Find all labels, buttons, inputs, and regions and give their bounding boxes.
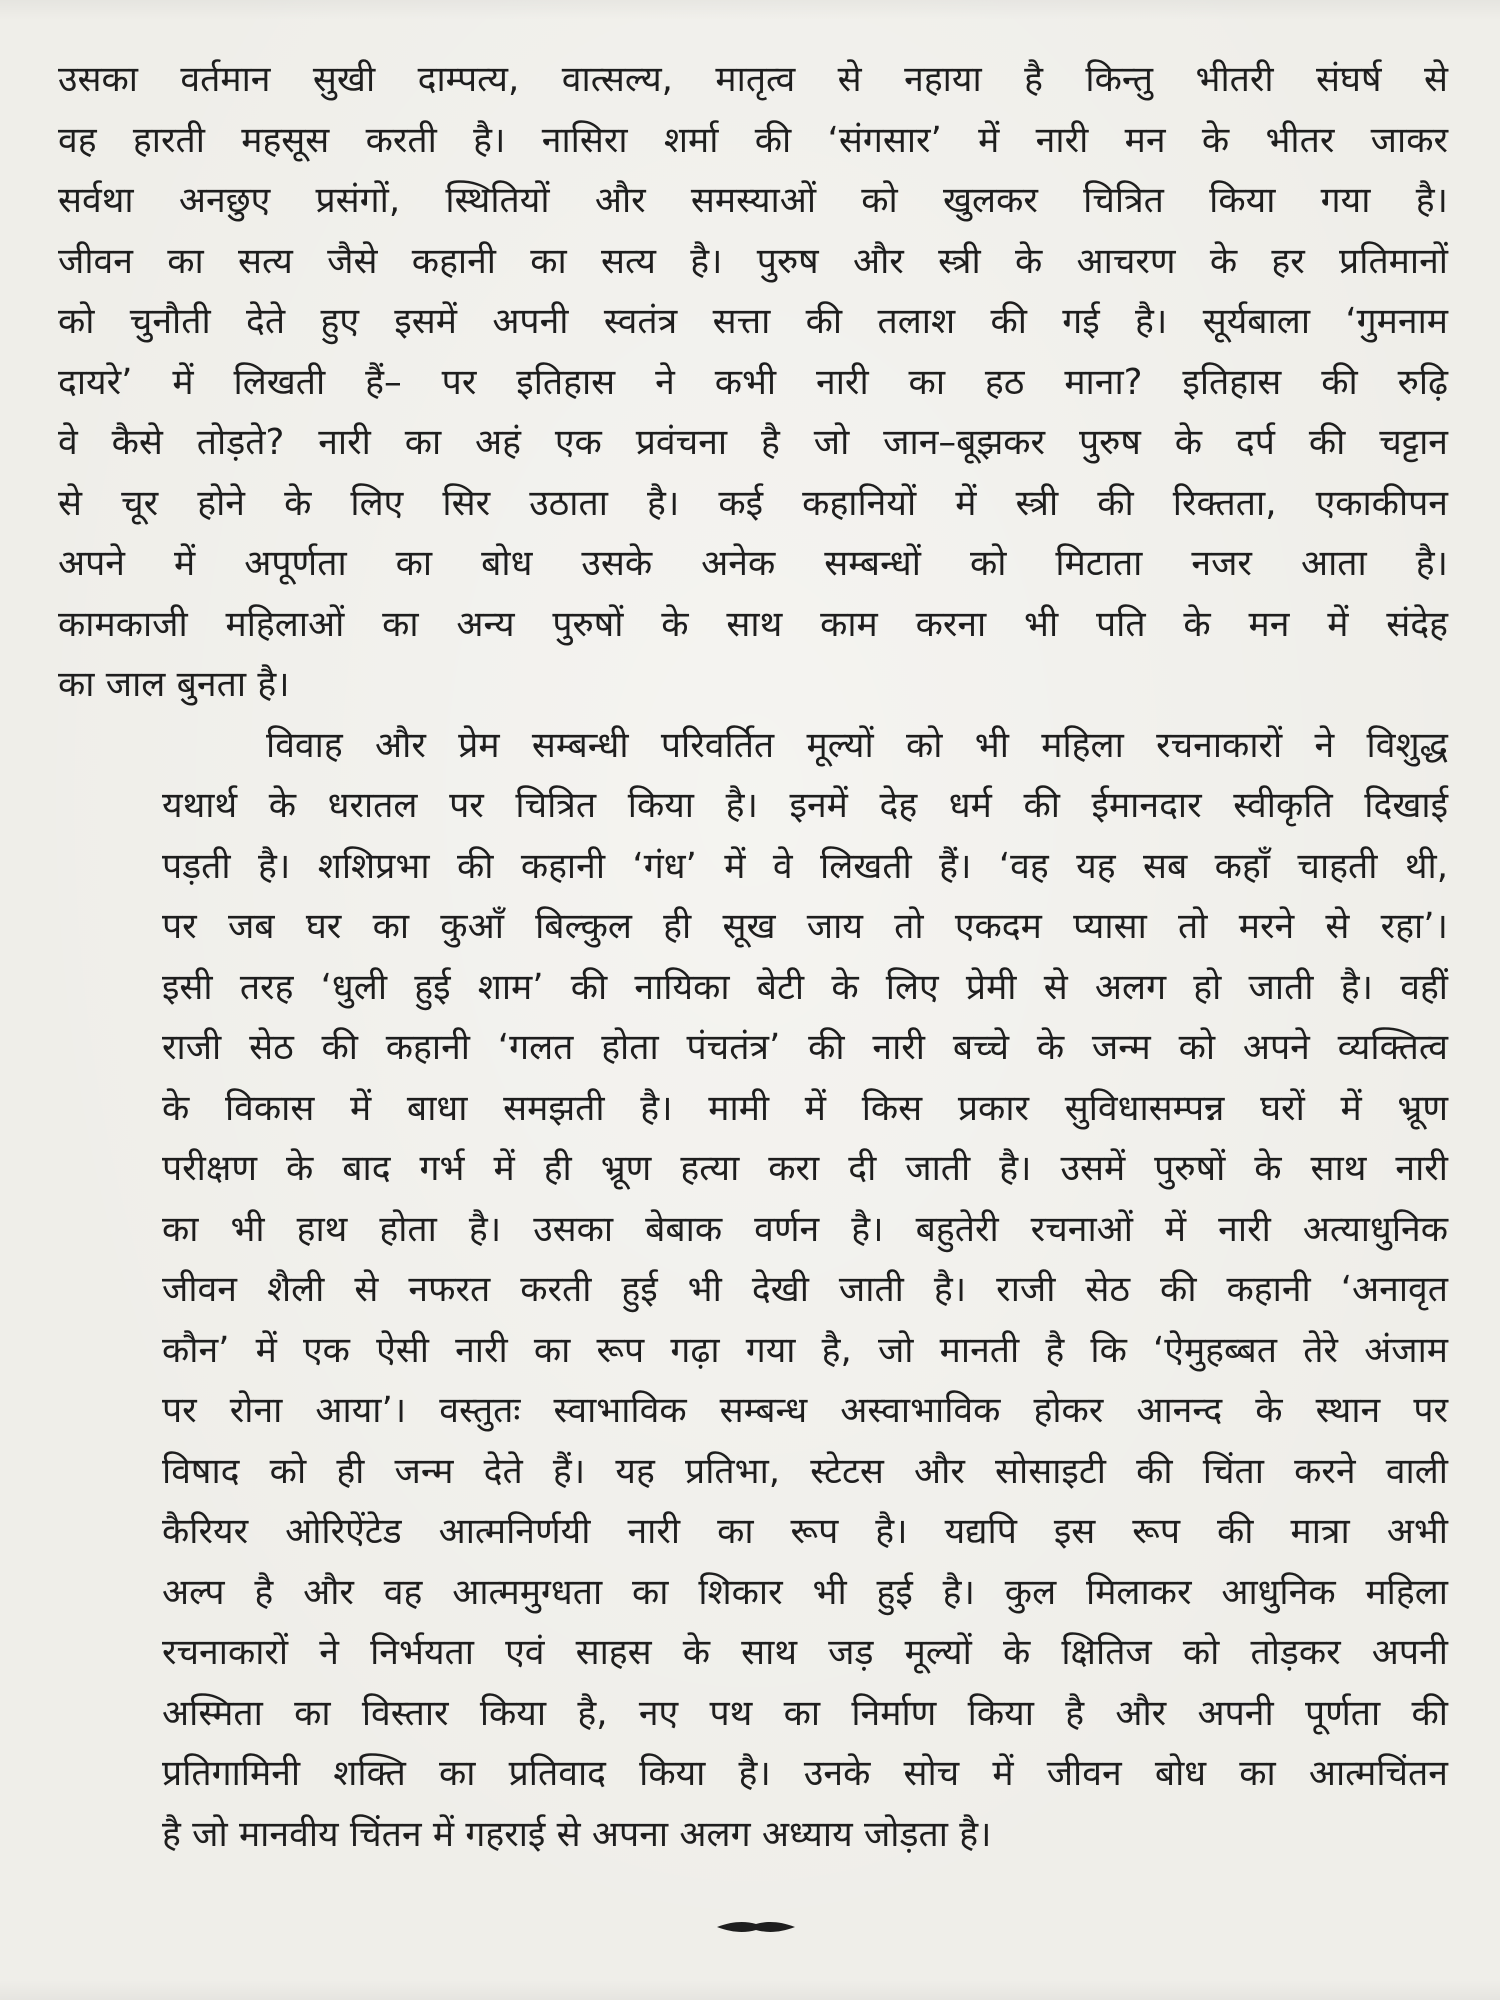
page-edge-shadow-bottom xyxy=(0,1980,1500,2000)
text-line: पर रोना आया’। वस्तुतः स्वाभाविक सम्बन्ध अस्वाभाविक होकर आनन्द के स्थान पर xyxy=(162,1390,1448,1431)
text-line: कैरियर ओरिऐंटेड आत्मनिर्णयी नारी का रूप है। यद्यपि इस रूप की मात्रा अभी xyxy=(162,1511,1448,1552)
text-line: से चूर होने के लिए सिर उठाता है। कई कहानियों में स्त्री की रिक्तता, एकाकीपन xyxy=(58,482,1448,524)
ornament-dash-icon xyxy=(715,1918,797,1936)
text-line: पर जब घर का कुआँ बिल्कुल ही सूख जाय तो एकदम प्यासा तो मरने से रहा’। xyxy=(162,906,1448,947)
text-line: विवाह और प्रेम सम्बन्धी परिवर्तित मूल्यों को भी महिला रचनाकारों ने विशुद्ध xyxy=(266,724,1448,766)
text-line: अल्प है और वह आत्ममुग्धता का शिकार भी हुई है। कुल मिलाकर आधुनिक महिला xyxy=(162,1571,1448,1613)
text-line: वह हारती महसूस करती है। नासिरा शर्मा की ‘संगसार’ में नारी मन के भीतर जाकर xyxy=(58,119,1448,161)
paragraph-1 xyxy=(58,50,1448,716)
text-line: अपने में अपूर्णता का बोध उसके अनेक सम्बन्धों को मिटाता नजर आता है। xyxy=(58,543,1448,584)
text-line: का जाल बुनता है। xyxy=(58,664,290,705)
text-line: दायरे’ में लिखती हैं– पर इतिहास ने कभी नारी का हठ माना? इतिहास की रुढ़ि xyxy=(58,361,1448,403)
text-line: वे कैसे तोड़ते? नारी का अहं एक प्रवंचना है जो जान–बूझकर पुरुष के दर्प की चट्टान xyxy=(58,422,1448,463)
paragraph-2 xyxy=(58,716,1448,1866)
text-line: है जो मानवीय चिंतन में गहराई से अपना अलग अध्याय जोड़ता है। xyxy=(162,1813,992,1855)
text-line: कामकाजी महिलाओं का अन्य पुरुषों के साथ काम करना भी पति के मन में संदेह xyxy=(58,603,1448,645)
text-line: प्रतिगामिनी शक्ति का प्रतिवाद किया है। उनके सोच में जीवन बोध का आत्मचिंतन xyxy=(162,1753,1448,1794)
text-line: यथार्थ के धरातल पर चित्रित किया है। इनमें देह धर्म की ईमानदार स्वीकृति दिखाई xyxy=(162,785,1448,826)
text-line: अस्मिता का विस्तार किया है, नए पथ का निर्माण किया है और अपनी पूर्णता की xyxy=(162,1692,1448,1734)
text-line: सर्वथा अनछुए प्रसंगों, स्थितियों और समस्याओं को खुलकर चित्रित किया गया है। xyxy=(58,180,1448,221)
text-line: पड़ती है। शशिप्रभा की कहानी ‘गंध’ में वे लिखती हैं। ‘वह यह सब कहाँ चाहती थी, xyxy=(162,845,1448,887)
text-line: का भी हाथ होता है। उसका बेबाक वर्णन है। बहुतेरी रचनाओं में नारी अत्याधुनिक xyxy=(162,1208,1448,1250)
text-line: परीक्षण के बाद गर्भ में ही भ्रूण हत्या करा दी जाती है। उसमें पुरुषों के साथ नारी xyxy=(162,1148,1448,1189)
text-line: जीवन का सत्य जैसे कहानी का सत्य है। पुरुष और स्त्री के आचरण के हर प्रतिमानों xyxy=(58,240,1448,282)
text-line: उसका वर्तमान सुखी दाम्पत्य, वात्सल्य, मातृत्व से नहाया है किन्तु भीतरी संघर्ष से xyxy=(58,59,1448,100)
page-edge-shadow-top xyxy=(0,0,1500,20)
text-line: को चुनौती देते हुए इसमें अपनी स्वतंत्र सत्ता की तलाश की गई है। सूर्यबाला ‘गुमनाम xyxy=(58,301,1448,342)
text-line: विषाद को ही जन्म देते हैं। यह प्रतिभा, स्टेटस और सोसाइटी की चिंता करने वाली xyxy=(162,1450,1448,1492)
text-line: रचनाकारों ने निर्भयता एवं साहस के साथ जड़ मूल्यों के क्षितिज को तोड़कर अपनी xyxy=(162,1632,1448,1673)
text-line: जीवन शैली से नफरत करती हुई भी देखी जाती है। राजी सेठ की कहानी ‘अनावृत xyxy=(162,1269,1448,1310)
text-line: राजी सेठ की कहानी ‘गलत होता पंचतंत्र’ की नारी बच्चे के जन्म को अपने व्यक्तित्व xyxy=(162,1027,1448,1068)
text-line: कौन’ में एक ऐसी नारी का रूप गढ़ा गया है, जो मानती है कि ‘ऐमुहब्बत तेरे अंजाम xyxy=(162,1329,1448,1371)
text-line: के विकास में बाधा समझती है। मामी में किस प्रकार सुविधासम्पन्न घरों में भ्रूण xyxy=(162,1087,1448,1129)
body-text xyxy=(58,50,1448,1865)
text-line: इसी तरह ‘धुली हुई शाम’ की नायिका बेटी के लिए प्रेमी से अलग हो जाती है। वहीं xyxy=(162,966,1448,1008)
